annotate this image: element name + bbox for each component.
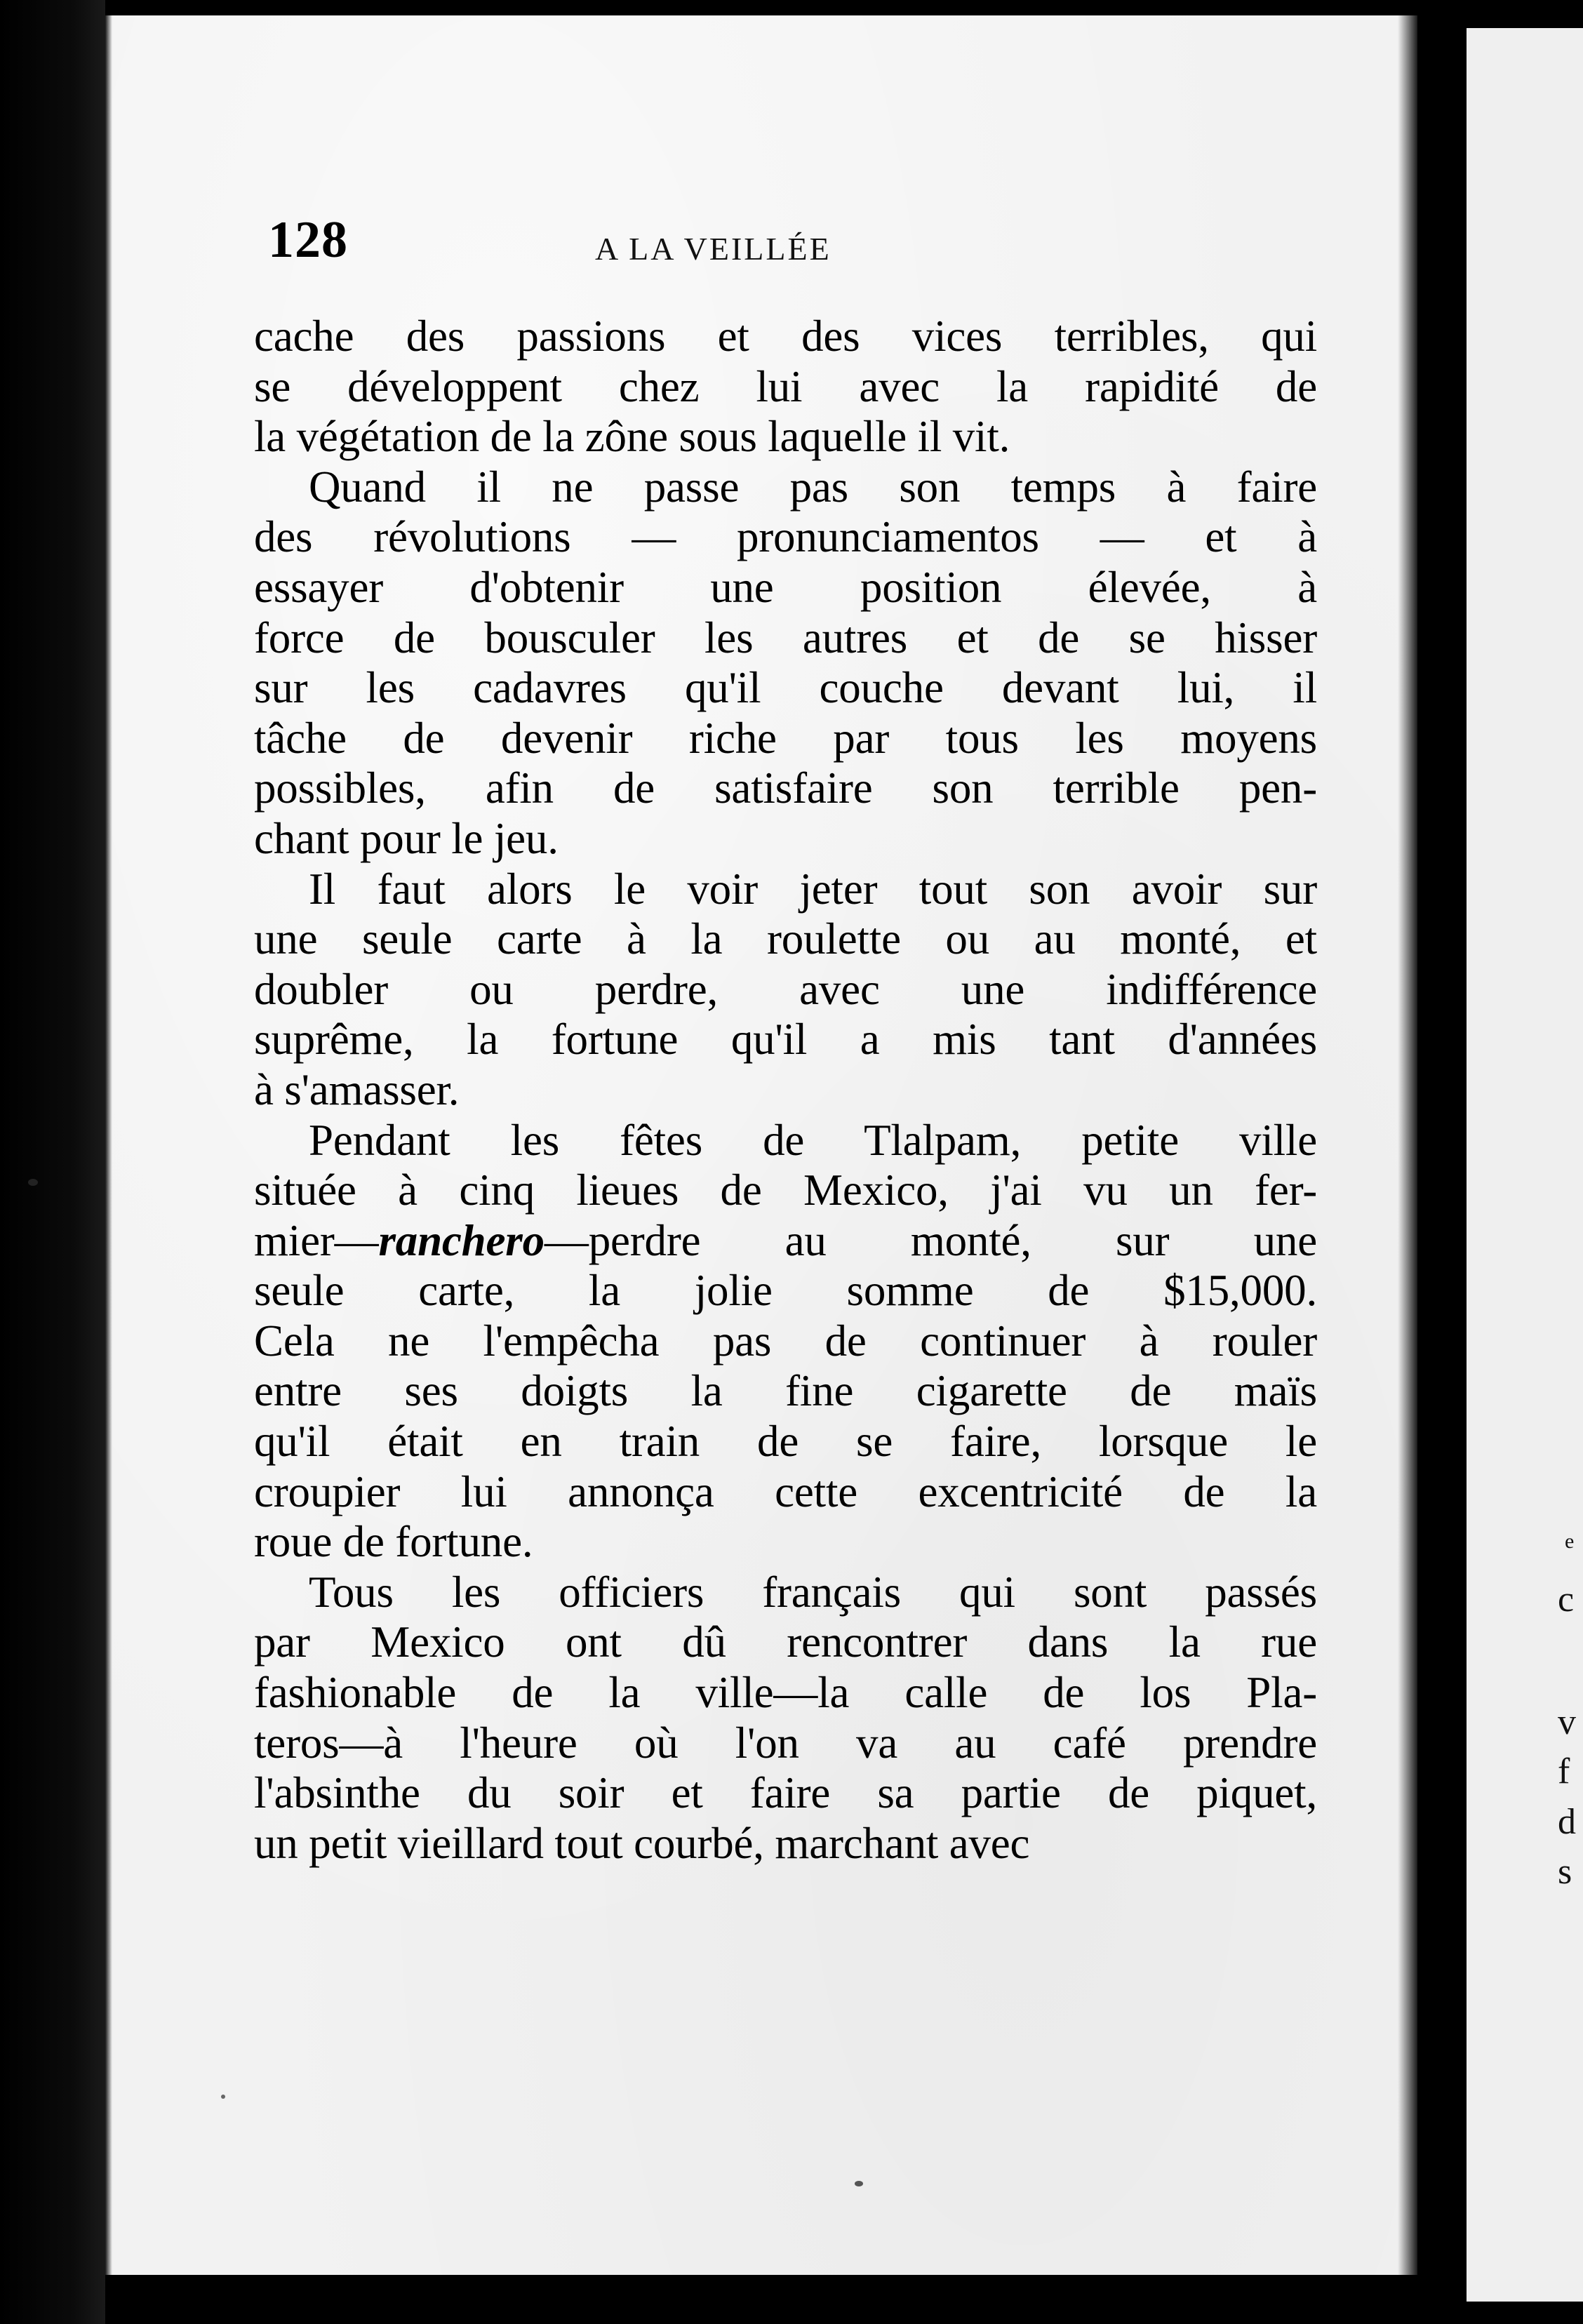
scan-speck bbox=[28, 1179, 38, 1186]
text-line: une seule carte à la roulette ou au monté, et bbox=[254, 914, 1317, 964]
text-line: l'absinthe du soir et faire sa partie de piquet, bbox=[254, 1768, 1317, 1818]
text-line: des révolutions — pronunciamentos — et à bbox=[254, 512, 1317, 562]
text-line: essayer d'obtenir une position élevée, à bbox=[254, 562, 1317, 612]
text-line: seule carte, la jolie somme de $15,000. bbox=[254, 1266, 1317, 1316]
adjacent-page-fragment: v bbox=[1558, 1702, 1576, 1742]
text-line: située à cinq lieues de Mexico, j'ai vu un fer- bbox=[254, 1166, 1317, 1215]
page-header bbox=[0, 211, 1583, 267]
text-line: teros—à l'heure où l'on va au café prendre bbox=[254, 1718, 1317, 1768]
page-edge-right bbox=[1398, 15, 1417, 2275]
scan-speck bbox=[221, 2095, 225, 2099]
book-gutter bbox=[1417, 0, 1467, 2324]
adjacent-page-fragment: c bbox=[1558, 1580, 1575, 1620]
text-line bbox=[254, 1216, 1317, 1267]
text-line: qu'il était en train de se faire, lorsque le bbox=[254, 1417, 1317, 1467]
text-line: cache des passions et des vices terribles, qui bbox=[254, 312, 1317, 361]
text-line: doubler ou perdre, avec une indifférence bbox=[254, 964, 1317, 1014]
adjacent-page-fragment: s bbox=[1558, 1852, 1572, 1892]
italic-word: ranchero bbox=[378, 1215, 545, 1265]
text-line: un petit vieillard tout courbé, marchant avec bbox=[254, 1818, 1030, 1868]
text-line: fashionable de la ville—la calle de los Pla- bbox=[254, 1668, 1317, 1718]
text-line: Pendant les fêtes de Tlalpam, petite ville bbox=[309, 1115, 1317, 1165]
running-title: A LA VEILLÉE bbox=[595, 231, 831, 267]
text-line: Tous les officiers français qui sont passés bbox=[309, 1567, 1317, 1617]
text-line: force de bousculer les autres et de se hisser bbox=[254, 613, 1317, 662]
text-line: tâche de devenir riche par tous les moyens bbox=[254, 713, 1317, 763]
text-run: mier— bbox=[254, 1215, 379, 1265]
adjacent-page bbox=[1467, 28, 1583, 2302]
text-line: croupier lui annonça cette excentricité de la bbox=[254, 1467, 1317, 1516]
adjacent-page-fragment: e bbox=[1565, 1530, 1575, 1553]
text-line: entre ses doigts la fine cigarette de maïs bbox=[254, 1366, 1317, 1416]
text-line: la végétation de la zône sous laquelle il vit. bbox=[254, 412, 1010, 462]
text-line: Quand il ne passe pas son temps à faire bbox=[309, 462, 1317, 512]
adjacent-page-fragment: d bbox=[1558, 1802, 1576, 1842]
page-edge-left bbox=[105, 15, 112, 2275]
text-line: se développent chez lui avec la rapidité de bbox=[254, 361, 1317, 411]
left-margin-shadow bbox=[0, 0, 105, 2324]
text-line: suprême, la fortune qu'il a mis tant d'années bbox=[254, 1015, 1317, 1064]
text-line: roue de fortune. bbox=[254, 1517, 533, 1567]
scan-speck bbox=[855, 2181, 863, 2186]
body-text bbox=[254, 312, 1317, 1869]
text-line: chant pour le jeu. bbox=[254, 813, 559, 863]
text-line: possibles, afin de satisfaire son terrible pen- bbox=[254, 763, 1317, 813]
text-line: à s'amasser. bbox=[254, 1064, 460, 1114]
page-number: 128 bbox=[268, 211, 348, 269]
text-line: Cela ne l'empêcha pas de continuer à rouler bbox=[254, 1316, 1317, 1365]
text-line: Il faut alors le voir jeter tout son avoir sur bbox=[309, 864, 1317, 914]
text-run: —perdre au monté, sur une bbox=[544, 1215, 1317, 1265]
adjacent-page-fragment: f bbox=[1558, 1751, 1570, 1791]
text-line: sur les cadavres qu'il couche devant lui, il bbox=[254, 663, 1317, 713]
text-line: par Mexico ont dû rencontrer dans la rue bbox=[254, 1617, 1317, 1667]
